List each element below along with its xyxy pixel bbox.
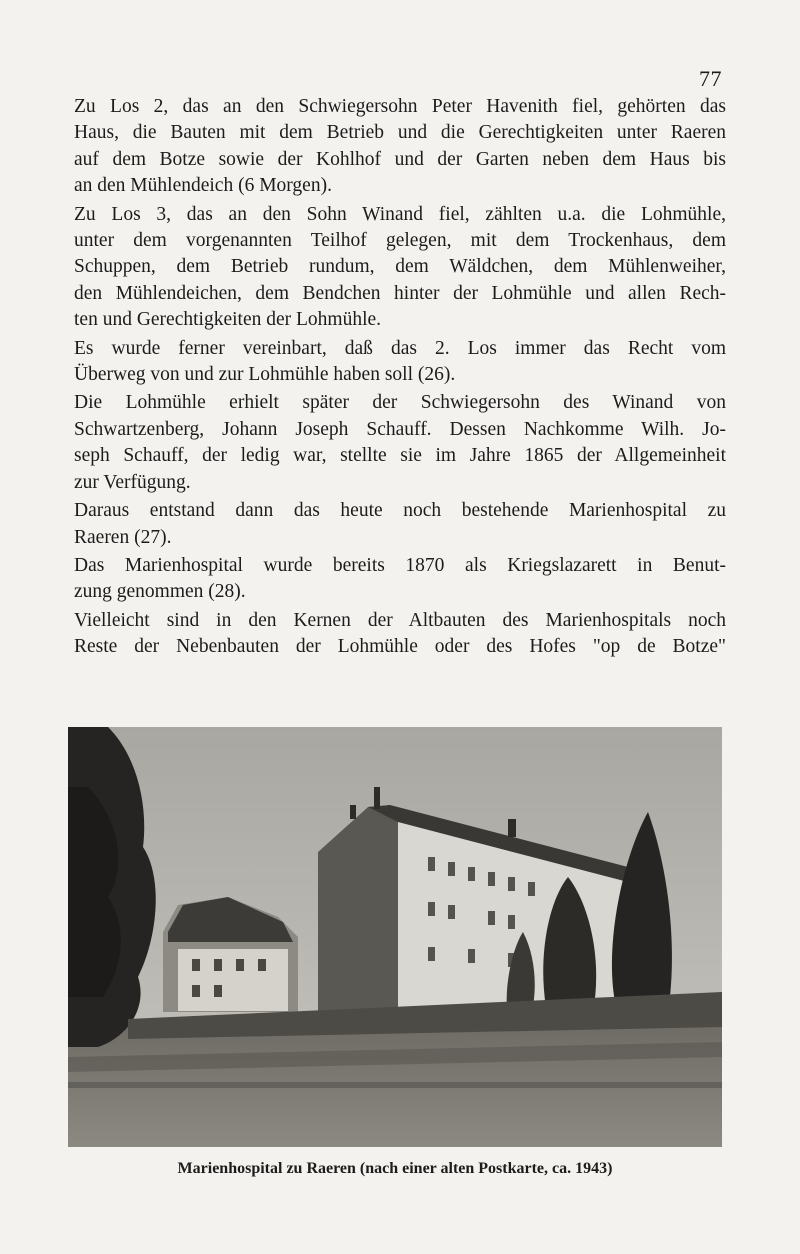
text-line: Vielleicht sind in den Kernen der Altbauten des Marienhospitals noch [74,609,726,631]
paragraph [74,498,726,551]
paragraph [74,94,726,200]
text-line: Die Lohmühle erhielt später der Schwiegersohn des Winand von [74,392,726,414]
text-line: auf dem Botze sowie der Kohlhof und der Garten neben dem Haus bis [74,148,726,170]
paragraph [74,202,726,334]
text-line: Schuppen, dem Betrieb rundum, dem Wäldchen, dem Mühlenweiher, [74,256,726,278]
text-line: zung genommen (28). [74,581,246,603]
text-line: Überweg von und zur Lohmühle haben soll (26). [74,364,456,386]
figure-caption: Marienhospital zu Raeren (nach einer alten Postkarte, ca. 1943) [177,1160,613,1177]
paragraph [74,608,726,661]
text-line: unter dem vorgenannten Teilhof gelegen, mit dem Trockenhaus, dem [74,230,726,252]
paragraph [74,336,726,389]
body-text [74,94,726,663]
text-line: den Mühlendeichen, dem Bendchen hinter der Lohmühle und allen Rech- [74,282,726,304]
text-line: ten und Gerechtigkeiten der Lohmühle. [74,309,382,331]
photo-marienhospital [68,727,722,1147]
text-line: zur Verfügung. [74,471,191,493]
text-line: Daraus entstand dann das heute noch bestehende Marienhospital zu [74,500,726,522]
paragraph [74,390,726,496]
text-line: an den Mühlendeich (6 Morgen). [74,175,332,197]
text-line: Das Marienhospital wurde bereits 1870 als Kriegslazarett in Benut- [74,554,726,576]
text-line: Schwartzenberg, Johann Joseph Schauff. Dessen Nachkomme Wilh. Jo- [74,418,726,440]
text-line: Zu Los 3, das an den Sohn Winand fiel, zählten u.a. die Lohmühle, [74,203,726,225]
text-line: Es wurde ferner vereinbart, daß das 2. Los immer das Recht vom [74,337,726,359]
page-number: 77 [699,66,722,91]
text-line: Zu Los 2, das an den Schwiegersohn Peter Havenith fiel, gehörten das [74,96,726,117]
text-line: Haus, die Bauten mit dem Betrieb und die Gerechtigkeiten unter Raeren [74,122,726,144]
text-line: Reste der Nebenbauten der Lohmühle oder des Hofes "op de Botze" [74,636,726,658]
paragraph [74,553,726,606]
text-line: seph Schauff, der ledig war, stellte sie im Jahre 1865 der Allgemeinheit [74,445,726,467]
text-line: Raeren (27). [74,526,172,548]
